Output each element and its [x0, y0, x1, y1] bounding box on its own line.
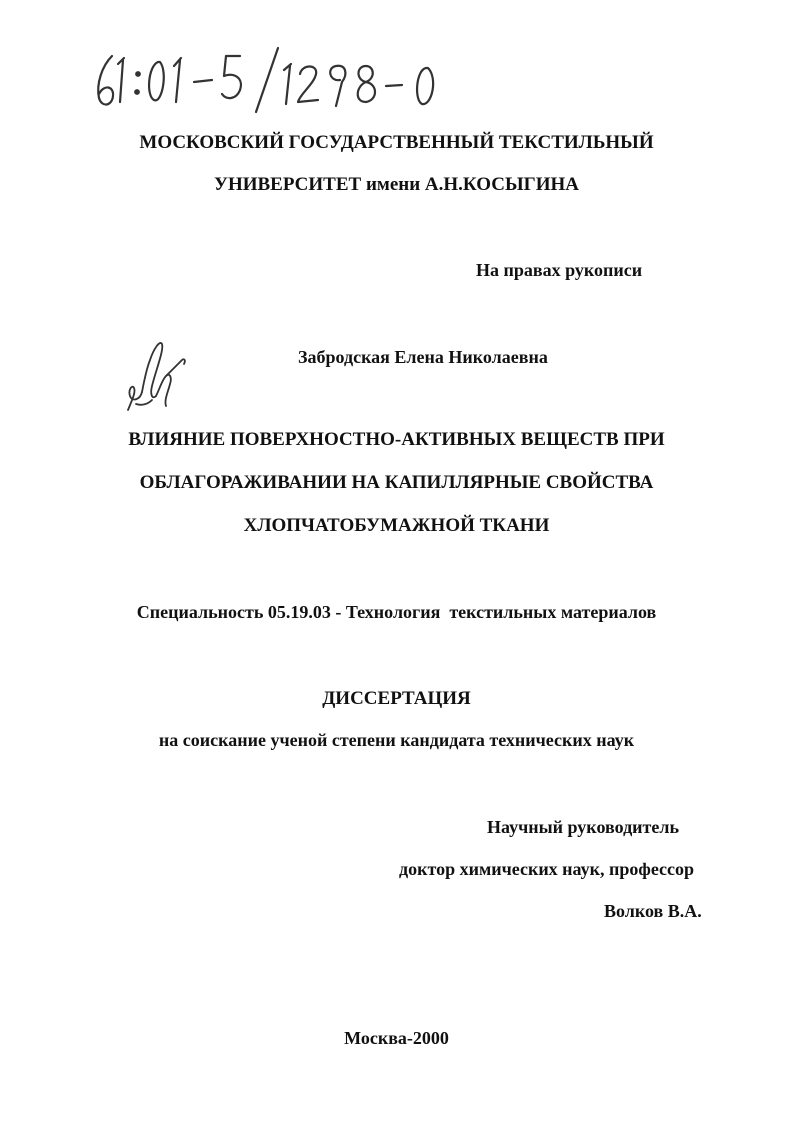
document-type-heading: ДИССЕРТАЦИЯ	[322, 688, 471, 709]
manuscript-rights-note: На правах рукописи	[476, 260, 643, 280]
author-name: Забродская Елена Николаевна	[298, 347, 548, 367]
thesis-title-line-1: ВЛИЯНИЕ ПОВЕРХНОСТНО-АКТИВНЫХ ВЕЩЕСТВ ПРИ	[128, 429, 665, 450]
university-name-line-2: УНИВЕРСИТЕТ имени А.Н.КОСЫГИНА	[214, 174, 579, 195]
supervisor-label: Научный руководитель	[487, 817, 679, 837]
university-name-line-1: МОСКОВСКИЙ ГОСУДАРСТВЕННЫЙ ТЕКСТИЛЬНЫЙ	[139, 132, 654, 153]
thesis-title-line-3: ХЛОПЧАТОБУМАЖНОЙ ТКАНИ	[243, 515, 550, 536]
handwritten-signature	[122, 330, 192, 420]
handwritten-call-number	[90, 42, 450, 122]
thesis-title-line-2: ОБЛАГОРАЖИВАНИИ НА КАПИЛЛЯРНЫЕ СВОЙСТВА	[139, 472, 654, 493]
supervisor-name: Волков В.А.	[604, 901, 702, 921]
degree-line: на соискание ученой степени кандидата технических наук	[158, 730, 635, 750]
specialty-line: Специальность 05.19.03 - Технология текстильных материалов	[136, 602, 657, 622]
supervisor-title: доктор химических наук, профессор	[399, 859, 695, 879]
city-year: Москва-2000	[344, 1028, 449, 1048]
